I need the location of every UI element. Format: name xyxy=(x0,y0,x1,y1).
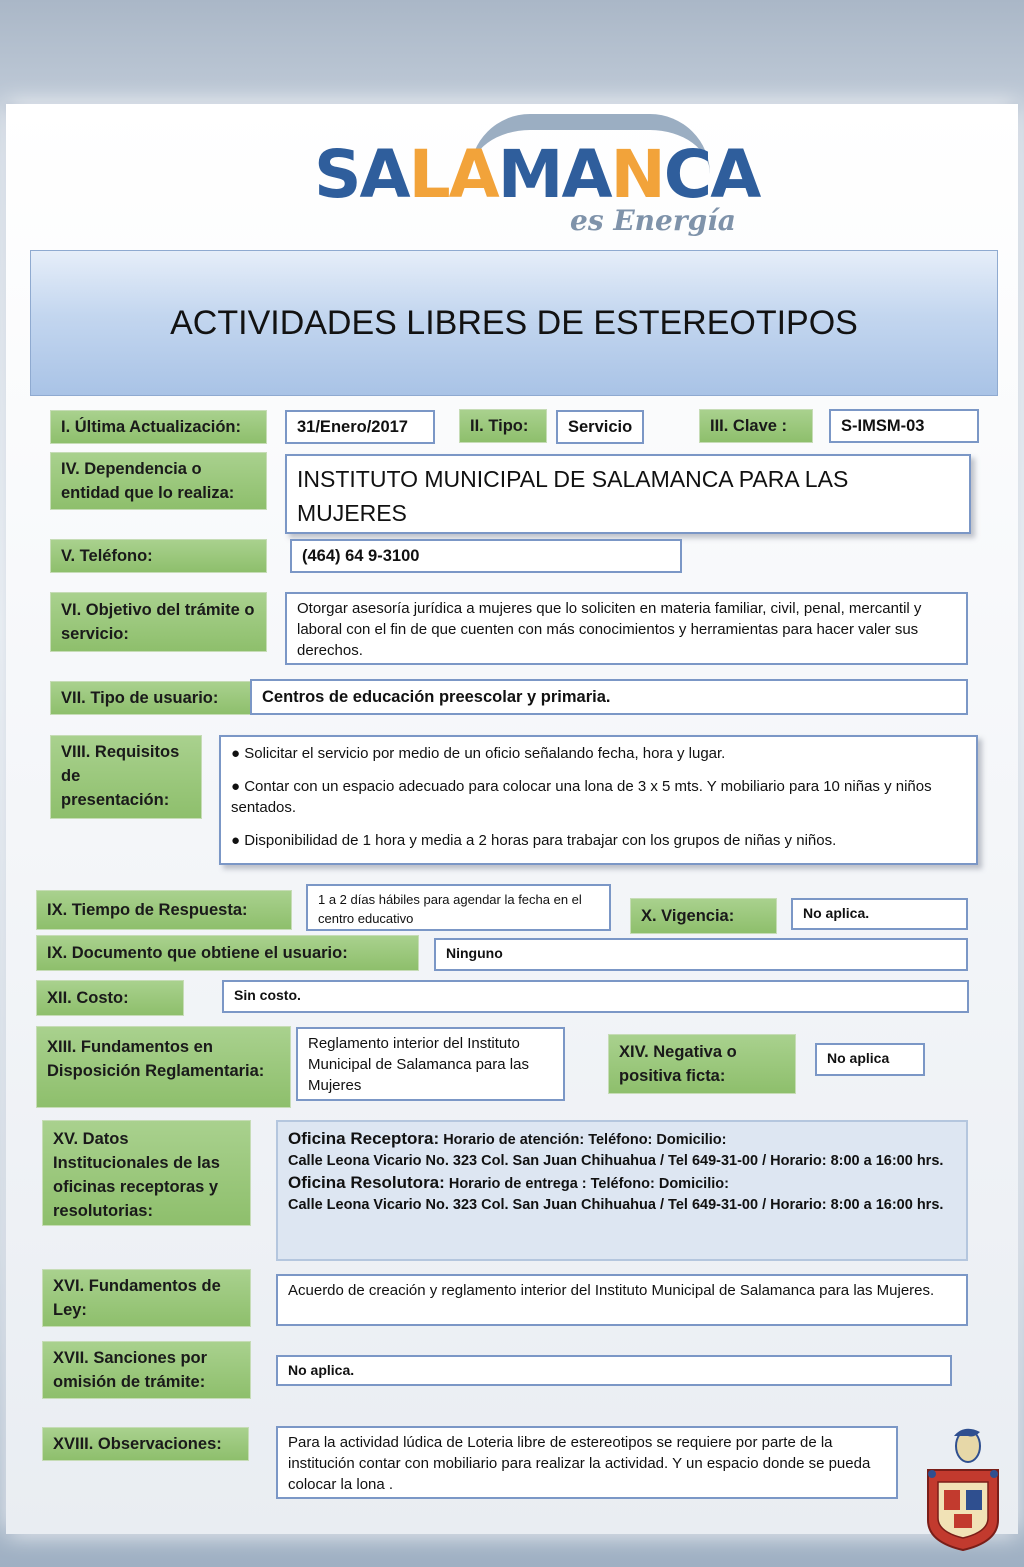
fundamentos-disposicion-label: XIII. Fundamentos en Disposición Reglamentaria: xyxy=(36,1026,291,1108)
oficina-resolutora-value: Calle Leona Vicario No. 323 Col. San Juan Chihuahua / Tel 649-31-00 / Horario: 8:00 a 16:00 hrs. xyxy=(288,1197,944,1213)
dependencia-value: INSTITUTO MUNICIPAL DE SALAMANCA PARA LAS MUJERES xyxy=(285,454,971,534)
negativa-ficta-value: No aplica xyxy=(815,1043,925,1076)
tipo-usuario-value: Centros de educación preescolar y primaria. xyxy=(250,679,968,715)
requisitos-label: VIII. Requisitos de presentación: xyxy=(50,735,202,819)
telefono-label: V. Teléfono: xyxy=(50,539,267,573)
dependencia-label: IV. Dependencia o entidad que lo realiza: xyxy=(50,452,267,510)
costo-value: Sin costo. xyxy=(222,980,969,1013)
requisito-item: ● Disponibilidad de 1 hora y media a 2 horas para trabajar con los grupos de niñas y niños. xyxy=(231,832,837,849)
clave-label: III. Clave : xyxy=(699,409,813,443)
datos-institucionales-label: XV. Datos Institucionales de las oficinas receptoras y resolutorias: xyxy=(42,1120,251,1226)
oficina-resolutora-heading xyxy=(288,1172,956,1195)
objetivo-label: VI. Objetivo del trámite o servicio: xyxy=(50,592,267,652)
tipo-label: II. Tipo: xyxy=(459,409,547,443)
clave-value: S-IMSM-03 xyxy=(829,409,979,443)
requisitos-box xyxy=(219,735,978,865)
tiempo-respuesta-value: 1 a 2 días hábiles para agendar la fecha en el centro educativo xyxy=(306,884,611,931)
ultima-actualizacion-value: 31/Enero/2017 xyxy=(285,410,435,444)
costo-label: XII. Costo: xyxy=(36,980,184,1016)
coat-of-arms-icon xyxy=(924,1424,1002,1552)
ultima-actualizacion-label: I. Última Actualización: xyxy=(50,410,267,444)
oficina-receptora-heading xyxy=(288,1128,956,1151)
observaciones-label: XVIII. Observaciones: xyxy=(42,1427,249,1461)
datos-institucionales-box xyxy=(276,1120,968,1261)
logo-tagline: es Energía xyxy=(570,204,736,237)
negativa-ficta-label: XIV. Negativa o positiva ficta: xyxy=(608,1034,796,1094)
logo-wordmark: SALAMANCA xyxy=(314,136,760,213)
sanciones-value: No aplica. xyxy=(276,1355,952,1386)
vigencia-value: No aplica. xyxy=(791,898,968,930)
requisito-item: ● Solicitar el servicio por medio de un oficio señalando fecha, hora y lugar. xyxy=(231,745,726,762)
fundamentos-ley-value: Acuerdo de creación y reglamento interior del Instituto Municipal de Salamanca para las Mujeres. xyxy=(276,1274,968,1326)
documento-label: IX. Documento que obtiene el usuario: xyxy=(36,935,419,971)
tipo-usuario-label: VII. Tipo de usuario: xyxy=(50,681,253,715)
requisito-item: ● Contar con un espacio adecuado para colocar una lona de 3 x 5 mts. Y mobiliario para 10 niñas y niños sentados. xyxy=(231,778,932,816)
oficina-resolutora-title: Oficina Resolutora: xyxy=(288,1173,445,1192)
fundamentos-ley-label: XVI. Fundamentos de Ley: xyxy=(42,1269,251,1327)
objetivo-value: Otorgar asesoría jurídica a mujeres que lo soliciten en materia familiar, civil, penal, mercantil y laboral con el fin de que cuenten con más conocimientos y herramientas para hacer valer sus derechos. xyxy=(285,592,968,665)
oficina-receptora-value: Calle Leona Vicario No. 323 Col. San Juan Chihuahua / Tel 649-31-00 / Horario: 8:00 a 16:00 hrs. xyxy=(288,1153,944,1169)
page-title: ACTIVIDADES LIBRES DE ESTEREOTIPOS xyxy=(170,303,858,342)
observaciones-value: Para la actividad lúdica de Loteria libre de estereotipos se requiere por parte de la institución contar con mobiliario para realizar la actividad. Y un espacio donde se pueda colocar la lona . xyxy=(276,1426,898,1499)
title-band xyxy=(30,250,998,396)
documento-value: Ninguno xyxy=(434,938,968,971)
oficina-resolutora-fields: Horario de entrega : Teléfono: Domicilio: xyxy=(448,1176,729,1192)
vigencia-label: X. Vigencia: xyxy=(630,898,777,934)
tipo-value: Servicio xyxy=(556,410,644,444)
telefono-value: (464) 64 9-3100 xyxy=(290,539,682,573)
oficina-receptora-fields: Horario de atención: Teléfono: Domicilio: xyxy=(443,1132,727,1148)
fundamentos-disposicion-value: Reglamento interior del Instituto Municipal de Salamanca para las Mujeres xyxy=(296,1027,565,1101)
sanciones-label: XVII. Sanciones por omisión de trámite: xyxy=(42,1341,251,1399)
oficina-receptora-title: Oficina Receptora: xyxy=(288,1129,440,1148)
tiempo-respuesta-label: IX. Tiempo de Respuesta: xyxy=(36,890,292,930)
